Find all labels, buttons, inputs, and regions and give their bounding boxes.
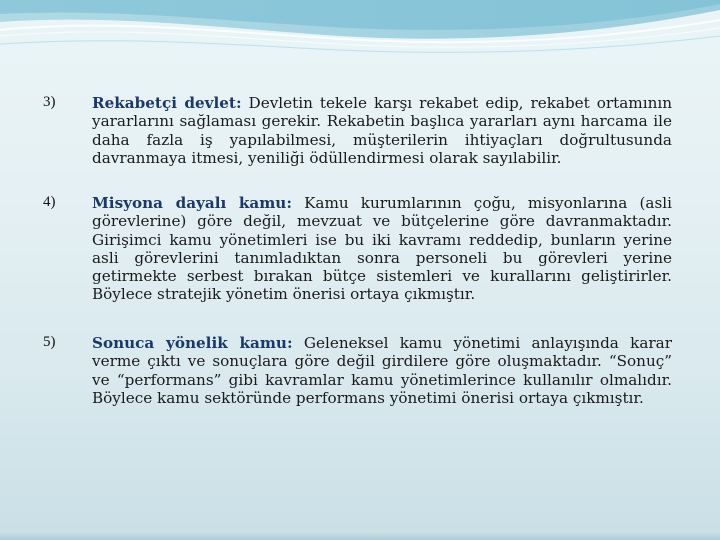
item-text: Kamu kurumlarının çoğu, misyonlarına (asli görevlerine) göre değil, mevzuat ve bütçelerine göre davranmaktadır. Girişimci kamu yönetimleri ise bu iki kavramı reddedip, bunların yerine asli görevlerini tanımladıktan sonra personeli bu görevleri yerine getirmekte serbest bırakan bütçe sistemleri ve kurallarını geliştirirler. Böylece stratejik yönetim önerisi ortaya çıkmıştır.: [92, 194, 672, 304]
decorative-bottom-band: [0, 532, 720, 540]
item-number: 5): [43, 334, 56, 350]
item-text: Devletin tekele karşı rekabet edip, rekabet ortamının yararlarını sağlaması gerekir. Rekabetin başlıca yararları aynı harcama ile daha fazla iş yapılabilmesi, müşterilerin ihtiyaçları doğrultusunda davranmaya itmesi, yeniliği ödüllendirmesi olarak sayılabilir.: [92, 94, 672, 167]
item-number: 3): [43, 94, 56, 110]
item-paragraph: [92, 194, 672, 304]
item-term: Sonuca yönelik kamu:: [92, 334, 293, 352]
item-text: Geleneksel kamu yönetimi anlayışında karar verme çıktı ve sonuçlara göre değil girdilere göre oluşmaktadır. “Sonuç” ve “performans” gibi kavramlar kamu yönetimlerince kullanılır olmalıdır. Böylece kamu sektöründe performans yönetimi önerisi ortaya çıkmıştır.: [92, 334, 672, 407]
item-paragraph: [92, 334, 672, 407]
item-number: 4): [43, 194, 56, 210]
item-term: Misyona dayalı kamu:: [92, 194, 292, 212]
decorative-wave-header: [0, 0, 720, 70]
item-term: Rekabetçi devlet:: [92, 94, 242, 112]
item-paragraph: [92, 94, 672, 167]
